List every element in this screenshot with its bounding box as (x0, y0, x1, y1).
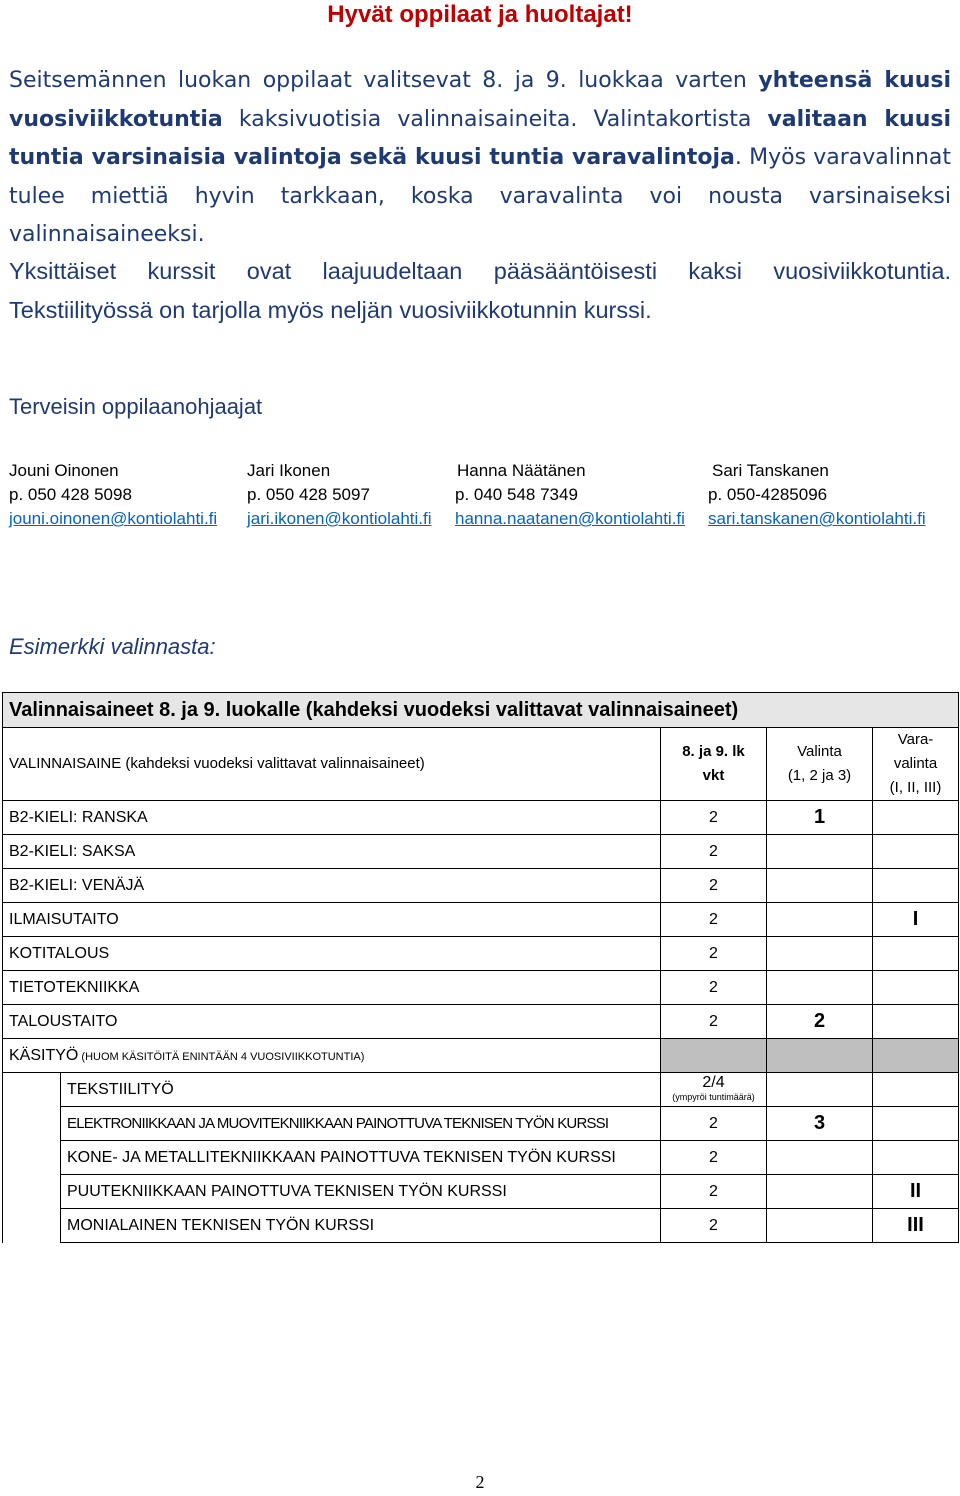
varavalinta-cell[interactable] (873, 937, 959, 971)
kasityo-note: (HUOM KÄSITÖITÄ ENINTÄÄN 4 VUOSIVIIKKOTUNTIA) (78, 1050, 365, 1063)
subject-cell: PUUTEKNIIKKAAN PAINOTTUVA TEKNISEN TYÖN KURSSI (61, 1175, 661, 1209)
table-row (3, 835, 959, 869)
valinta-cell[interactable]: 3 (767, 1107, 873, 1141)
vkt-cell: 2 (661, 937, 767, 971)
header-vkt-line1: 8. ja 9. lk (682, 743, 745, 760)
contact-phone: p. 040 548 7349 (455, 485, 578, 504)
contact-3 (455, 459, 685, 531)
contact-email-link[interactable]: jari.ikonen@kontiolahti.fi (247, 509, 432, 528)
selection-table (2, 692, 959, 1243)
contact-phone: p. 050-4285096 (708, 485, 828, 504)
contact-email-link[interactable]: hanna.naatanen@kontiolahti.fi (455, 509, 685, 528)
vkt-cell (661, 1073, 767, 1107)
intro-paragraph (9, 62, 951, 255)
kasityo-cell (3, 1039, 661, 1073)
vkt-cell: 2 (661, 1209, 767, 1243)
varavalinta-cell[interactable] (873, 1107, 959, 1141)
valinta-cell[interactable] (767, 835, 873, 869)
table-title-row (3, 693, 959, 728)
header-vara-line2: valinta (893, 755, 938, 772)
varavalinta-cell[interactable]: I (873, 903, 959, 937)
header-vara-line3: (I, II, III) (889, 779, 942, 796)
table-row (3, 1005, 959, 1039)
gray-cell (873, 1039, 959, 1073)
gray-cell (767, 1039, 873, 1073)
vkt-cell: 2 (661, 1107, 767, 1141)
vkt-cell: 2 (661, 1005, 767, 1039)
table-row (3, 1107, 959, 1141)
intro-text-2: yhteensä kuusi vuosiviikkotuntia (9, 68, 951, 132)
header-vkt-line2: vkt (702, 767, 725, 784)
table-header-row (3, 728, 959, 801)
header-valinta-line2: (1, 2 ja 3) (787, 767, 852, 784)
header-valinta-line1: Valinta (797, 743, 842, 760)
varavalinta-cell[interactable] (873, 835, 959, 869)
greeting: Terveisin oppilaanohjaajat (9, 394, 263, 419)
page-heading: Hyvät oppilaat ja huoltajat! (327, 1, 633, 28)
contact-name: Jari Ikonen (247, 461, 331, 480)
intro-text-1: Seitsemännen luokan oppilaat valitsevat 8. ja 9. luokkaa varten (9, 68, 759, 93)
kasityo-header-row (3, 1039, 959, 1073)
example-title: Esimerkki valinnasta: (9, 634, 216, 659)
table-row (3, 801, 959, 835)
subject-cell: TEKSTIILITYÖ (61, 1073, 661, 1107)
valinta-cell[interactable] (767, 1141, 873, 1175)
table-row (3, 1141, 959, 1175)
contact-email-link[interactable]: sari.tanskanen@kontiolahti.fi (708, 509, 926, 528)
valinta-cell[interactable] (767, 903, 873, 937)
vkt-cell: 2 (661, 801, 767, 835)
header-subject (3, 728, 661, 801)
varavalinta-cell[interactable]: II (873, 1175, 959, 1209)
varavalinta-cell[interactable] (873, 869, 959, 903)
varavalinta-cell[interactable] (873, 971, 959, 1005)
valinta-cell[interactable] (767, 937, 873, 971)
subject-cell: TIETOTEKNIIKKA (3, 971, 661, 1005)
subject-cell: B2-KIELI: RANSKA (3, 801, 661, 835)
table-title: Valinnaisaineet 8. ja 9. luokalle (kahdeksi vuodeksi valittavat valinnaisaineet) (3, 693, 959, 728)
vkt-note: (ympyröi tuntimäärä) (672, 1091, 755, 1102)
vkt-cell: 2 (661, 971, 767, 1005)
table-row (3, 869, 959, 903)
subject-cell: B2-KIELI: VENÄJÄ (3, 869, 661, 903)
course-info-paragraph: Yksittäiset kurssit ovat laajuudeltaan pääsääntöisesti kaksi vuosiviikkotuntia. Tekstiilityössä on tarjolla myös neljän vuosiviikkotunnin kurssi. (9, 258, 951, 323)
contact-1 (9, 459, 217, 531)
subject-cell: KOTITALOUS (3, 937, 661, 971)
valinta-cell[interactable]: 2 (767, 1005, 873, 1039)
subject-cell: MONIALAINEN TEKNISEN TYÖN KURSSI (61, 1209, 661, 1243)
vkt-cell: 2 (661, 1175, 767, 1209)
varavalinta-cell[interactable]: III (873, 1209, 959, 1243)
header-subject-note: (kahdeksi vuodeksi valittavat valinnaisaineet) (121, 755, 425, 772)
valinta-cell[interactable] (767, 1209, 873, 1243)
subject-cell: ILMAISUTAITO (3, 903, 661, 937)
vkt-value: 2/4 (702, 1073, 725, 1091)
table-row (3, 1175, 959, 1209)
contact-phone: p. 050 428 5097 (247, 485, 370, 504)
intro-text-3: kaksivuotisia valinnaisaineita. Valintakortista (222, 106, 768, 132)
table-row (3, 971, 959, 1005)
contact-2 (247, 459, 432, 531)
contact-4 (708, 459, 926, 531)
table-row (3, 937, 959, 971)
header-vkt (661, 728, 767, 801)
valinta-cell[interactable] (767, 971, 873, 1005)
page-number: 2 (475, 1472, 485, 1492)
varavalinta-cell[interactable] (873, 1073, 959, 1107)
header-vara-line1: Vara- (897, 731, 934, 748)
contact-phone: p. 050 428 5098 (9, 485, 132, 504)
kasityo-label: KÄSITYÖ (9, 1046, 79, 1064)
vkt-cell: 2 (661, 1141, 767, 1175)
valinta-cell[interactable] (767, 1175, 873, 1209)
vkt-cell: 2 (661, 835, 767, 869)
header-varavalinta (873, 728, 959, 801)
subject-cell: B2-KIELI: SAKSA (3, 835, 661, 869)
subject-cell: KONE- JA METALLITEKNIIKKAAN PAINOTTUVA TEKNISEN TYÖN KURSSI (61, 1141, 661, 1175)
valinta-cell[interactable] (767, 1073, 873, 1107)
header-subject-main: VALINNAISAINE (9, 755, 122, 772)
subject-cell: ELEKTRONIIKKAAN JA MUOVITEKNIIKKAAN PAINOTTUVA TEKNISEN TYÖN KURSSI (61, 1107, 661, 1141)
valinta-cell[interactable] (767, 869, 873, 903)
vkt-cell: 2 (661, 869, 767, 903)
contact-name: Jouni Oinonen (9, 461, 119, 480)
intro-text-5: . Myös varavalinnat tulee miettiä hyvin tarkkaan, koska varavalinta voi nousta varsinaiseksi valinnaisaineeksi. (9, 145, 951, 247)
contact-email-link[interactable]: jouni.oinonen@kontiolahti.fi (9, 509, 218, 528)
vkt-cell: 2 (661, 903, 767, 937)
contact-name: Sari Tanskanen (712, 461, 829, 480)
indent-spacer (3, 1073, 61, 1243)
table-row (3, 1209, 959, 1243)
contact-name: Hanna Näätänen (457, 461, 586, 480)
header-valinta (767, 728, 873, 801)
subject-cell: TALOUSTAITO (3, 1005, 661, 1039)
table-row (3, 1073, 959, 1107)
varavalinta-cell[interactable] (873, 801, 959, 835)
table-row (3, 903, 959, 937)
varavalinta-cell[interactable] (873, 1141, 959, 1175)
intro-text-4: valitaan kuusi tuntia varsinaisia valintoja sekä kuusi tuntia varavalintoja (9, 106, 951, 170)
varavalinta-cell[interactable] (873, 1005, 959, 1039)
valinta-cell[interactable]: 1 (767, 801, 873, 835)
gray-cell (661, 1039, 767, 1073)
